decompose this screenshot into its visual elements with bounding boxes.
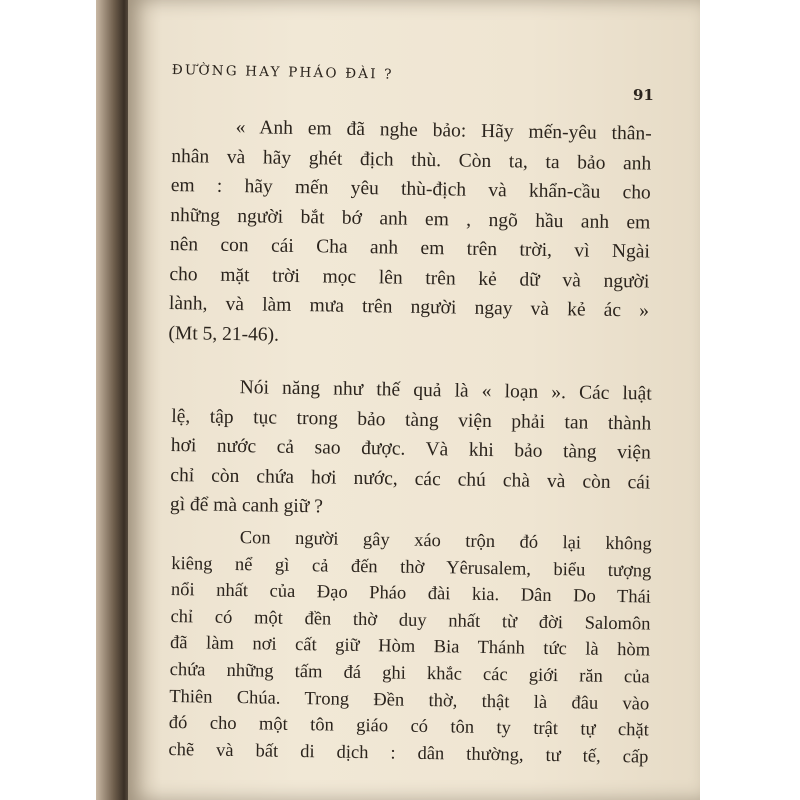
text-line: kiêng nể gì cả đến thờ Yêrusalem, biểu tượng: [171, 553, 652, 582]
white-background: [700, 0, 800, 800]
text-line: hơi nước cả sao được. Và khi bảo tàng viện: [170, 434, 651, 464]
paragraph-2: [170, 372, 652, 527]
text-line: lệ, tập tục trong bảo tàng viện phải tan thành: [171, 405, 652, 435]
text-line: chỉ còn chứa hơi nước, các chú chà và còn cái: [170, 464, 651, 494]
text-line: chẽ và bất di dịch : dân thường, tư tế, cấp: [168, 739, 649, 768]
text-line: nên con cái Cha anh em trên trời, vì Ngài: [169, 233, 651, 263]
text-line: gì để mà canh giữ ?: [169, 493, 324, 518]
text-line: đó cho một tôn giáo có tôn ty trật tự chặt: [168, 713, 649, 741]
paragraph-1: [168, 112, 652, 356]
text-line: nổi nhất của Đạo Pháo đài kia. Dân Do Thái: [170, 580, 652, 608]
page-number: 91: [633, 86, 654, 104]
text-line: đã làm nơi cất giữ Hòm Bia Thánh tức là hòm: [169, 633, 651, 661]
text-line: nhân và hãy ghét địch thù. Còn ta, ta bảo anh: [171, 145, 652, 175]
text-line: Con người gây xáo trộn đó lại không: [239, 528, 652, 555]
paragraph-3: [168, 524, 652, 771]
text-line: « Anh em đã nghe bảo: Hãy mến-yêu thân-: [235, 117, 652, 145]
text-line: em : hãy mến yêu thù-địch và khẩn-cầu cho: [170, 174, 651, 204]
running-head: ĐƯỜNG HAY PHÁO ĐÀI ?: [171, 62, 394, 83]
text-line: Nói năng như thế quả là « loạn ». Các luật: [239, 377, 652, 405]
text-line: cho mặt trời mọc lên trên kẻ dữ và người: [169, 263, 650, 293]
text-line: (Mt 5, 21-46).: [168, 322, 280, 346]
text-line: chứa những tấm đá ghi khắc các giới răn của: [169, 659, 650, 688]
text-line: Thiên Chúa. Trong Đền thờ, thật là đâu vào: [169, 686, 650, 715]
text-line: những người bắt bớ anh em , ngõ hầu anh em: [170, 204, 651, 234]
text-line: chỉ có một đền thờ duy nhất từ đời Salomôn: [170, 606, 651, 635]
text-line: lành, và làm mưa trên người ngay và kẻ ác »: [168, 292, 650, 322]
